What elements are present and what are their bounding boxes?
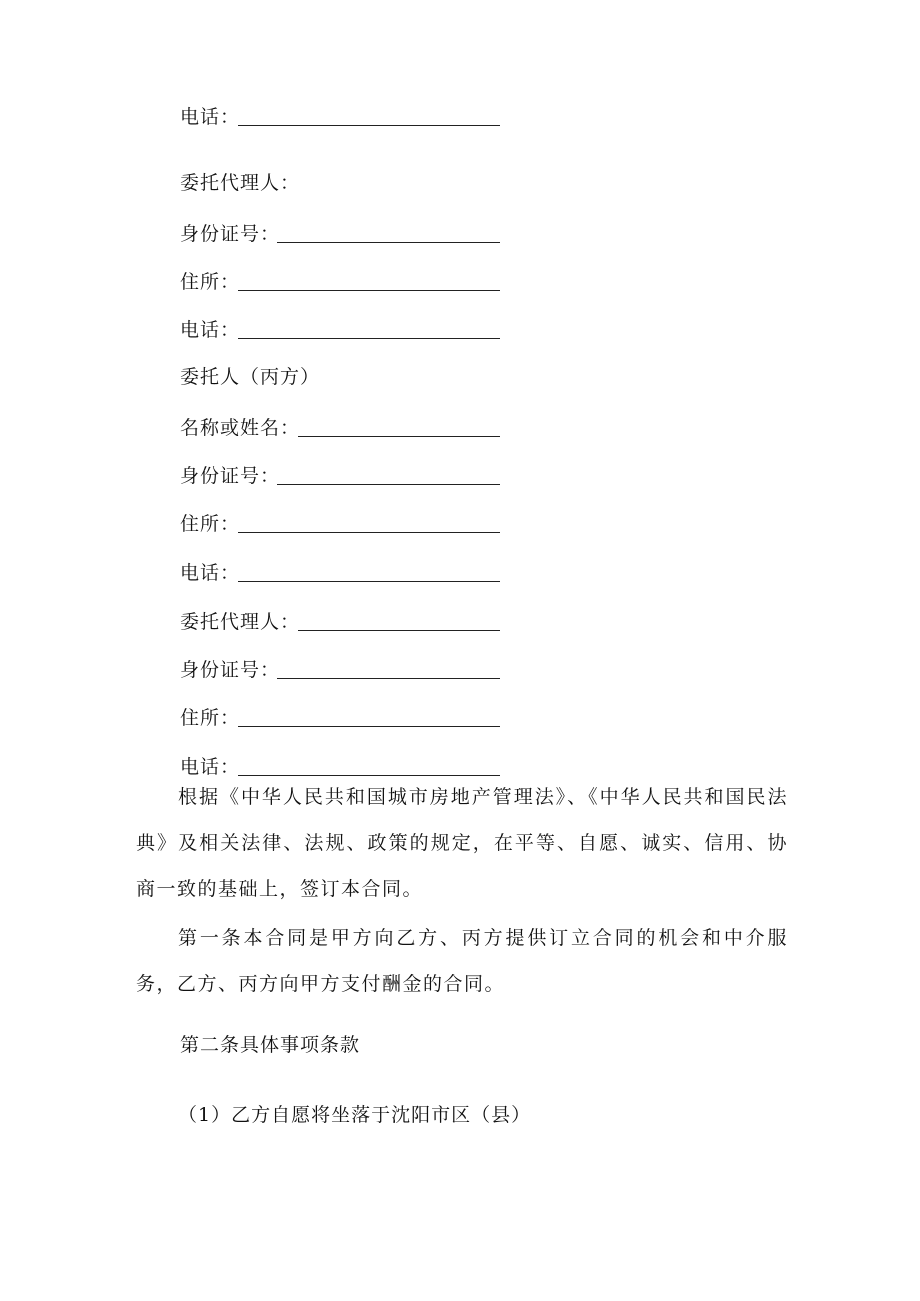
phone-blank-line[interactable] <box>238 125 500 126</box>
address-label: 住所： <box>180 512 241 535</box>
address-blank-line[interactable] <box>238 726 500 727</box>
phone-field-3 <box>180 556 500 586</box>
phone-blank-line[interactable] <box>238 581 500 582</box>
id-blank-line[interactable] <box>277 484 500 485</box>
name-field <box>180 411 500 441</box>
phone-field-2 <box>180 313 500 343</box>
item-1: （1）乙方自愿将坐落于沈阳市区（县） <box>178 1104 532 1126</box>
id-field-1 <box>180 217 500 247</box>
agent-label: 委托代理人： <box>180 610 301 633</box>
id-field-3 <box>180 653 500 683</box>
phone-label: 电话： <box>180 318 241 341</box>
phone-label: 电话： <box>180 105 241 128</box>
agent-blank-line[interactable] <box>298 630 500 631</box>
address-blank-line[interactable] <box>238 532 500 533</box>
phone-label: 电话： <box>180 755 241 778</box>
name-label: 名称或姓名： <box>180 416 301 439</box>
party-c-heading: 委托人（丙方） <box>180 366 321 388</box>
phone-field-1 <box>180 100 500 130</box>
id-blank-line[interactable] <box>277 678 500 679</box>
id-label: 身份证号： <box>180 658 281 681</box>
preamble-paragraph: 根据《中华人民共和国城市房地产管理法》、《中华人民共和国民法典》及相关法律、法规、政策的规定，在平等、自愿、诚实、信用、协商一致的基础上，签订本合同。 <box>136 786 788 900</box>
address-blank-line[interactable] <box>238 290 500 291</box>
address-field-3 <box>180 701 500 731</box>
address-label: 住所： <box>180 706 241 729</box>
address-field-2 <box>180 507 500 537</box>
agent-heading: 委托代理人： <box>180 172 301 194</box>
id-label: 身份证号： <box>180 222 281 245</box>
article-2-heading: 第二条具体事项条款 <box>180 1034 361 1056</box>
address-label: 住所： <box>180 270 241 293</box>
name-blank-line[interactable] <box>298 436 500 437</box>
id-label: 身份证号： <box>180 464 281 487</box>
phone-label: 电话： <box>180 561 241 584</box>
id-blank-line[interactable] <box>277 242 500 243</box>
address-field-1 <box>180 265 500 295</box>
phone-blank-line[interactable] <box>238 338 500 339</box>
id-field-2 <box>180 459 500 489</box>
agent-field-2 <box>180 605 500 635</box>
article-1-paragraph: 第一条本合同是甲方向乙方、丙方提供订立合同的机会和中介服务，乙方、丙方向甲方支付酬金的合同。 <box>136 927 788 995</box>
